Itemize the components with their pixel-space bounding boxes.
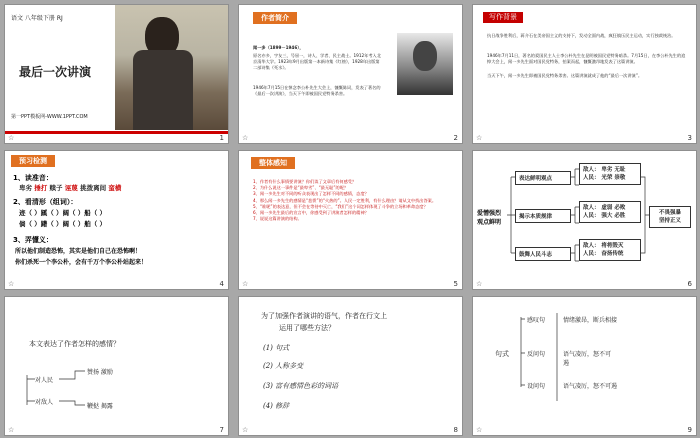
q2-label: 2、看清形（组词）： — [13, 198, 78, 206]
star-icon: ☆ — [242, 134, 249, 142]
word: 挑拨离间 — [80, 184, 107, 192]
bottom-bar — [5, 131, 229, 134]
slide-title: 最后一次讲演 — [19, 65, 92, 79]
question-line-1: 为了加强作者演讲的语气，作者在行文上 — [261, 312, 387, 320]
word: 蛮横 — [108, 184, 122, 192]
slide-3-thumbnail[interactable] — [472, 4, 697, 144]
title-top-text: 语文 八年级下册 RJ — [11, 15, 63, 22]
self-question-label: 设问句 — [527, 383, 546, 390]
question-item: 7、说说这篇讲演的结构。 — [253, 216, 302, 222]
word: 卑劣 — [19, 184, 32, 192]
q1-words — [19, 183, 121, 192]
header-overall-perception: 整体感知 — [251, 157, 295, 169]
method-item-3: (3) 富有感情色彩的词语 — [263, 382, 339, 390]
node-reveal-essence: 揭示本质规律 — [515, 209, 571, 223]
answer-people: 赞扬 激励 — [87, 369, 113, 376]
background-paragraph-1: 抗日战争胜利后，蒋介石在美帝国主义的支持下，发动全面内战，疯狂镇压民主运动，实行独裁统治。 — [487, 33, 676, 38]
slide-number: 6 — [687, 280, 692, 288]
question-item: 5、“谁呢”的表达意，但不会在等待中灭亡，“我们”这个词怎样体现了斗争的立场和革命态度？ — [253, 203, 428, 209]
slide-number: 2 — [453, 134, 458, 142]
question-item: 6、闻一多先生最后的宣言中，你感受到了讲演者怎样的精神？ — [253, 210, 369, 216]
node-r3: 敌人： 将将毁灭 人民： 奋扬传统 — [579, 239, 641, 261]
question-item: 1、作者有什么事情要讲演？你们读了文章后有何感受？ — [253, 179, 357, 184]
rhetorical-desc: 语气凌厉，怒不可遏 — [563, 351, 612, 367]
slide-number: 9 — [687, 426, 692, 434]
author-birth: 闻一多（1899－1946）， — [253, 45, 304, 50]
self-question-desc: 语气凌厉，怒不可遏 — [563, 383, 618, 390]
q3-label: 3、弄懂义： — [13, 236, 53, 244]
method-item-1: (1) 句式 — [263, 344, 290, 352]
background-paragraph-2: 1946年7月11日，著名的爱国民主人士李公朴先生在昆明被国民党特务暗杀。7月15日，在李公朴先生的追悼大会上，闻一多先生面对国民党特务，拍案而起，慷慨激昂地发表了这篇讲演。 — [487, 53, 686, 65]
question-item: 4、那么闻一多先生的感情是“悲愤”的“火热的”。人民一定胜利，有什么理由？请从文中找出答案。 — [253, 197, 437, 203]
rhetorical-label: 反问句 — [527, 351, 546, 358]
author-photo — [397, 33, 453, 95]
question-text: 本文表达了作者怎样的感情？ — [29, 340, 120, 348]
q3-sentence-b: 你们杀死一个李公朴，会有千万个李公朴站起来！ — [15, 259, 148, 266]
question-item: 3、闻一多先生对不同的听众表现出了怎样不同的感情，态度？ — [253, 191, 369, 197]
slide-number: 1 — [219, 134, 224, 142]
q3-sentence-a: 所以他们制造恐怖，其实是他们自己在恐怖啊！ — [15, 248, 142, 255]
star-icon: ☆ — [242, 280, 249, 288]
slide-8-thumbnail[interactable] — [238, 296, 463, 436]
portrait-painting — [115, 5, 229, 130]
left-summary: 爱憎强烈 观点鲜明 — [477, 210, 502, 226]
slide-number: 4 — [219, 280, 224, 288]
header-writing-background: 写作背景 — [483, 12, 523, 23]
slide-4-thumbnail[interactable] — [4, 150, 229, 290]
slide-number: 8 — [453, 426, 458, 434]
slide-1-thumbnail[interactable] — [4, 4, 229, 144]
node-r2: 敌人： 虚弱 必败 人民： 强大 必胜 — [579, 201, 641, 223]
slide-2-thumbnail[interactable] — [238, 4, 463, 144]
question-list — [253, 179, 453, 222]
exclamatory-desc: 情绪激昂，断兵相接 — [563, 317, 618, 324]
slide-number: 5 — [453, 280, 458, 288]
q2-row-a: 迹（ ）蹊（ ）阔（ ）船（ ） — [19, 209, 107, 217]
background-paragraph-3: 当天下午，闻一多先生即被国民党特务杀害。这篇讲演就成了他的“最后一次讲演”。 — [487, 73, 643, 78]
star-icon: ☆ — [476, 134, 483, 142]
slide-number: 7 — [219, 426, 224, 434]
answer-enemy: 鞭挞 揭露 — [87, 403, 113, 410]
slide-7-thumbnail[interactable] — [4, 296, 229, 436]
word: 捶打 — [34, 184, 48, 192]
slide-6-thumbnail[interactable] — [472, 150, 697, 290]
method-item-4: (4) 修辞 — [263, 402, 290, 410]
star-icon: ☆ — [8, 280, 15, 288]
node-inspire-people: 鼓舞人民斗志 — [515, 247, 571, 261]
main-label: 句式 — [495, 350, 509, 358]
question-item: 2、为什么说这一事件是“最卑劣”、“最无耻”的呢？ — [253, 185, 349, 191]
label-to-people: 对人民 — [35, 377, 54, 384]
node-r1: 敌人： 卑劣 无耻 人民： 光荣 崇敬 — [579, 163, 641, 185]
slide-5-thumbnail[interactable] — [238, 150, 463, 290]
word: 赎子 — [49, 184, 63, 192]
star-icon: ☆ — [242, 426, 249, 434]
method-item-2: (2) 人称多变 — [263, 362, 304, 370]
q2-row-b: 倘（ ）躇（ ）阔（ ）舶（ ） — [19, 220, 107, 228]
header-author-intro: 作者简介 — [253, 12, 297, 24]
label-to-enemy: 对敌人 — [35, 399, 54, 406]
word: 诬蔑 — [64, 184, 78, 192]
star-icon: ☆ — [8, 426, 15, 434]
site-text: 第一PPT模板网-WWW.1PPT.COM — [11, 114, 88, 120]
question-line-2: 运用了哪些方法？ — [279, 324, 335, 332]
emotion-connectors — [5, 297, 229, 436]
star-icon: ☆ — [8, 134, 15, 142]
author-bio: 原名亦多，字友三，号屈一，诗人、学者、民主战士。1912年考入北京清华大学。1923年9月出版第一本新诗集《红烛》，1928年出版第二部诗集《死水》。 — [253, 53, 381, 71]
header-preview-check: 预习检测 — [11, 155, 55, 167]
node-conclusion: 不畏强暴 坚持正义 — [649, 206, 691, 228]
author-death: 1946年7月15日在悼念李公朴先生大会上，慷慨陈词，发表了著名的《最后一次讲演》，当天下午即被国民党特务杀害。 — [253, 85, 381, 97]
star-icon: ☆ — [476, 426, 483, 434]
node-express-view: 表达鲜明观点 — [515, 171, 571, 185]
exclamatory-label: 感叹句 — [527, 317, 546, 324]
star-icon: ☆ — [476, 280, 483, 288]
slide-number: 3 — [687, 134, 692, 142]
slide-9-thumbnail[interactable] — [472, 296, 697, 436]
q1-label: 1、读准音： — [13, 174, 53, 182]
